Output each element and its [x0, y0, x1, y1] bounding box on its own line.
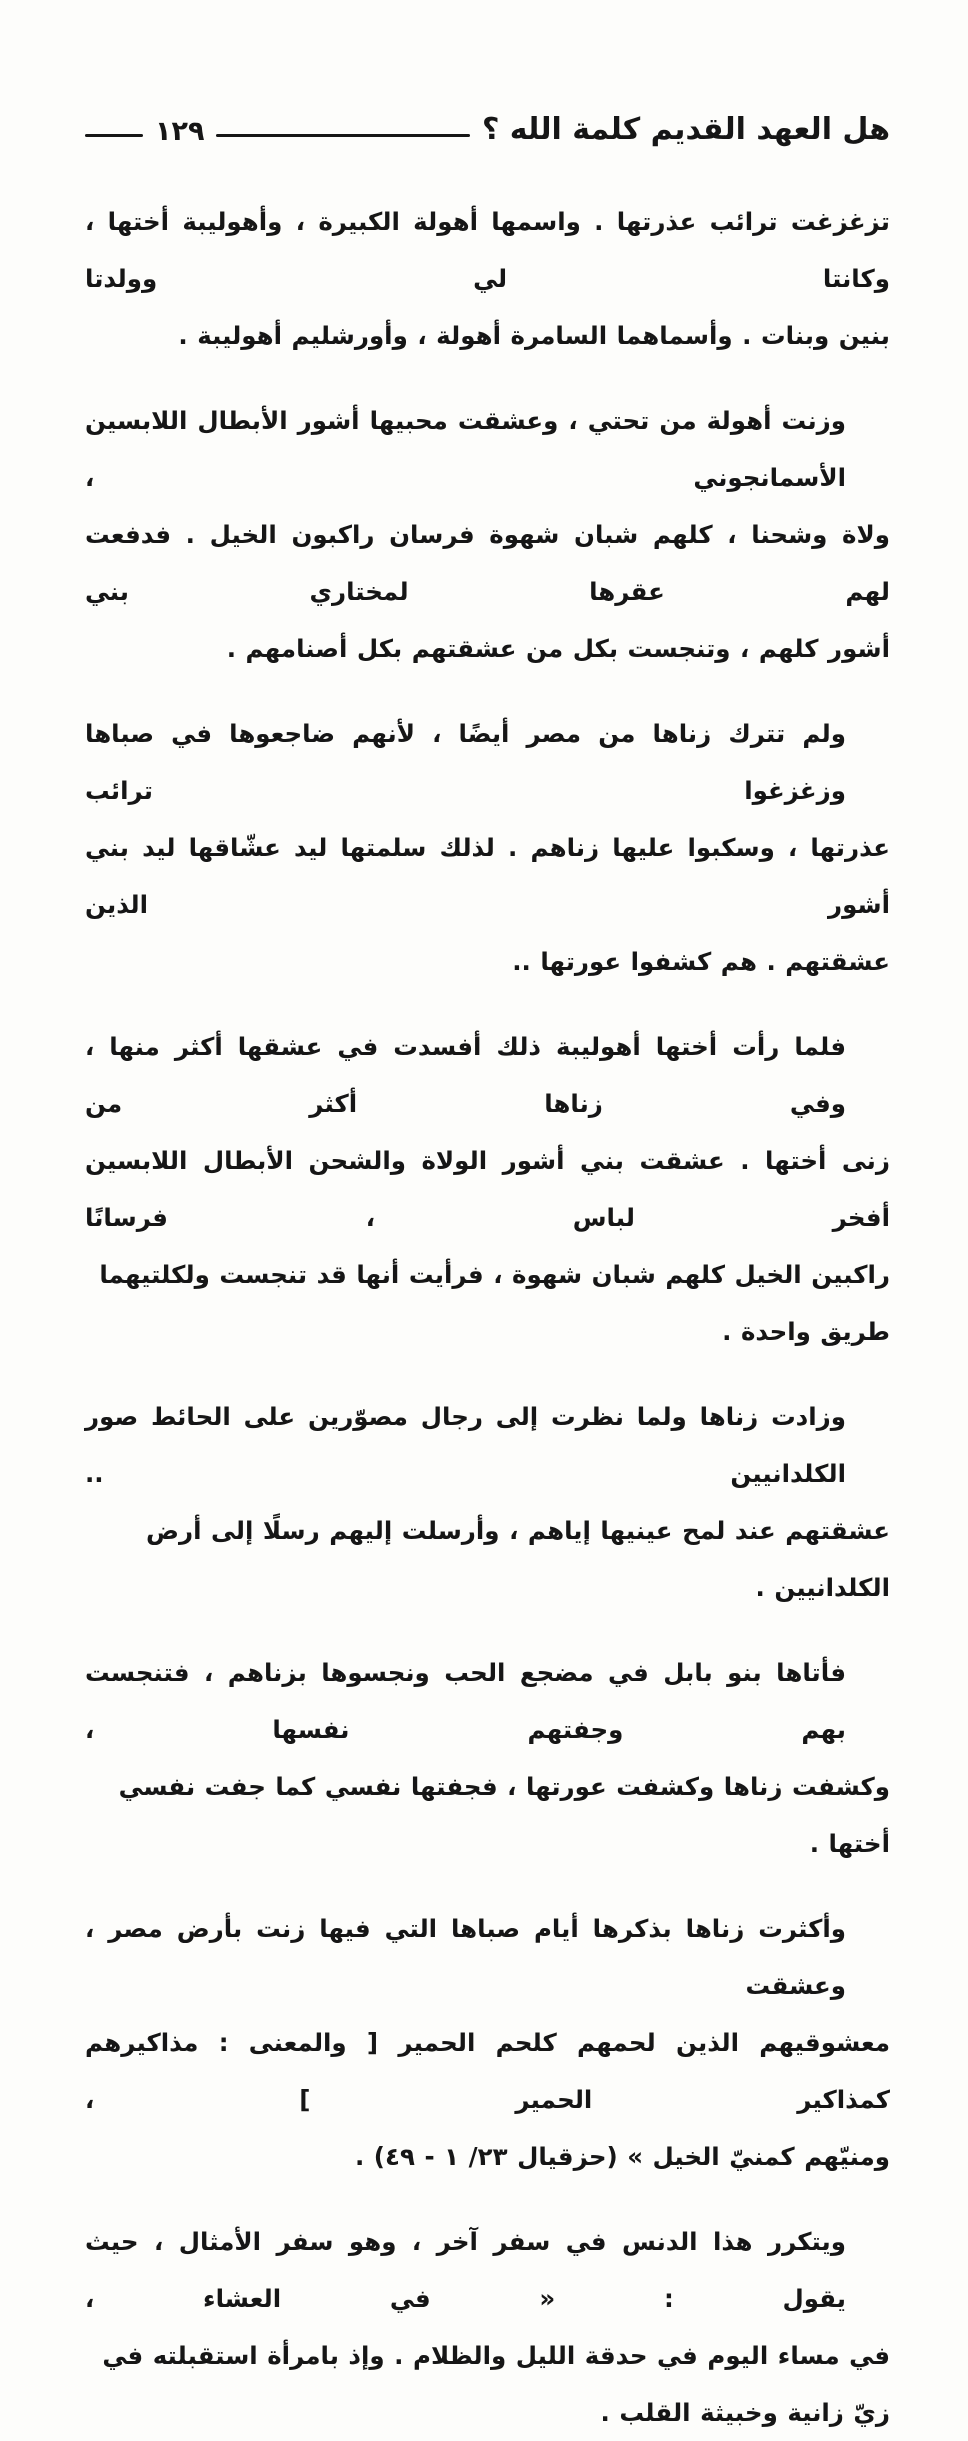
header-rule-long	[216, 134, 469, 137]
paragraph	[85, 705, 890, 990]
text-line: أشور كلهم ، وتنجست بكل من عشقتهم بكل أصنامهم .	[226, 634, 890, 663]
text-line: وكشفت زناها وكشفت عورتها ، فجفتها نفسي كما جفت نفسي أختها .	[118, 1772, 890, 1858]
page-header	[85, 112, 890, 147]
page-number: ١٢٩	[155, 116, 205, 147]
text-line: وأكثرت زناها بذكرها أيام صباها التي فيها زنت بأرض مصر ، وعشقت	[85, 1914, 846, 2000]
text-line: زنى أختها . عشقت بني أشور الولاة والشحن الأبطال اللابسين أفخر لباس ، فرسانًا	[85, 1146, 890, 1232]
text-line: عذرتها ، وسكبوا عليها زناهم . لذلك سلمتها ليد عشّاقها ليد بني أشور الذين	[85, 833, 890, 919]
paragraph	[85, 1644, 890, 1872]
header-rule-short	[85, 134, 143, 137]
text-line: في مساء اليوم في حدقة الليل والظلام . وإذ بامرأة استقبلته في زيّ زانية وخبيثة القلب .	[102, 2341, 890, 2427]
text-line: فأتاها بنو بابل في مضجع الحب ونجسوها بزناهم ، فتنجست بهم وجفتهم نفسها ،	[85, 1658, 846, 1744]
paragraph	[85, 392, 890, 677]
text-line: بنين وبنات . وأسماهما السامرة أهولة ، وأورشليم أهوليبة .	[178, 321, 890, 350]
paragraph	[85, 193, 890, 364]
header-title: هل العهد القديم كلمة الله ؟	[481, 112, 890, 147]
paragraph	[85, 1388, 890, 1616]
text-line: ولاة وشحنا ، كلهم شبان شهوة فرسان راكبون الخيل . فدفعت لهم عقرها لمختاري بني	[85, 520, 890, 606]
text-line: راكبين الخيل كلهم شبان شهوة ، فرأيت أنها قد تنجست ولكلتيهما طريق واحدة .	[99, 1260, 890, 1346]
paragraph	[85, 1900, 890, 2185]
text-line: تزغزغت ترائب عذرتها . واسمها أهولة الكبيرة ، وأهوليبة أختها ، وكانتا لي وولدتا	[85, 207, 890, 293]
paragraph	[85, 1018, 890, 1360]
text-line: وزنت أهولة من تحتي ، وعشقت محبيها أشور الأبطال اللابسين الأسمانجوني ،	[85, 406, 846, 492]
paragraph	[85, 2213, 890, 2441]
text-line: فلما رأت أختها أهوليبة ذلك أفسدت في عشقها أكثر منها ، وفي زناها أكثر من	[85, 1032, 846, 1118]
text-line: معشوقيهم الذين لحمهم كلحم الحمير [ والمعنى : مذاكيرهم كمذاكير الحمير ] ،	[85, 2028, 890, 2114]
text-line: وزادت زناها ولما نظرت إلى رجال مصوّرين على الحائط صور الكلدانيين ..	[85, 1402, 846, 1488]
text-line: عشقتهم . هم كشفوا عورتها ..	[512, 947, 890, 976]
text-line: ومنيّهم كمنيّ الخيل » (حزقيال ٢٣/ ١ - ٤٩) .	[354, 2142, 890, 2171]
text-line: ويتكرر هذا الدنس في سفر آخر ، وهو سفر الأمثال ، حيث يقول : « في العشاء ،	[85, 2227, 846, 2313]
page-body	[85, 193, 890, 2441]
text-line: ولم تترك زناها من مصر أيضًا ، لأنهم ضاجعوها في صباها وزغزغوا ترائب	[85, 719, 846, 805]
text-line: عشقتهم عند لمح عينيها إياهم ، وأرسلت إليهم رسلًا إلى أرض الكلدانيين .	[146, 1516, 890, 1602]
